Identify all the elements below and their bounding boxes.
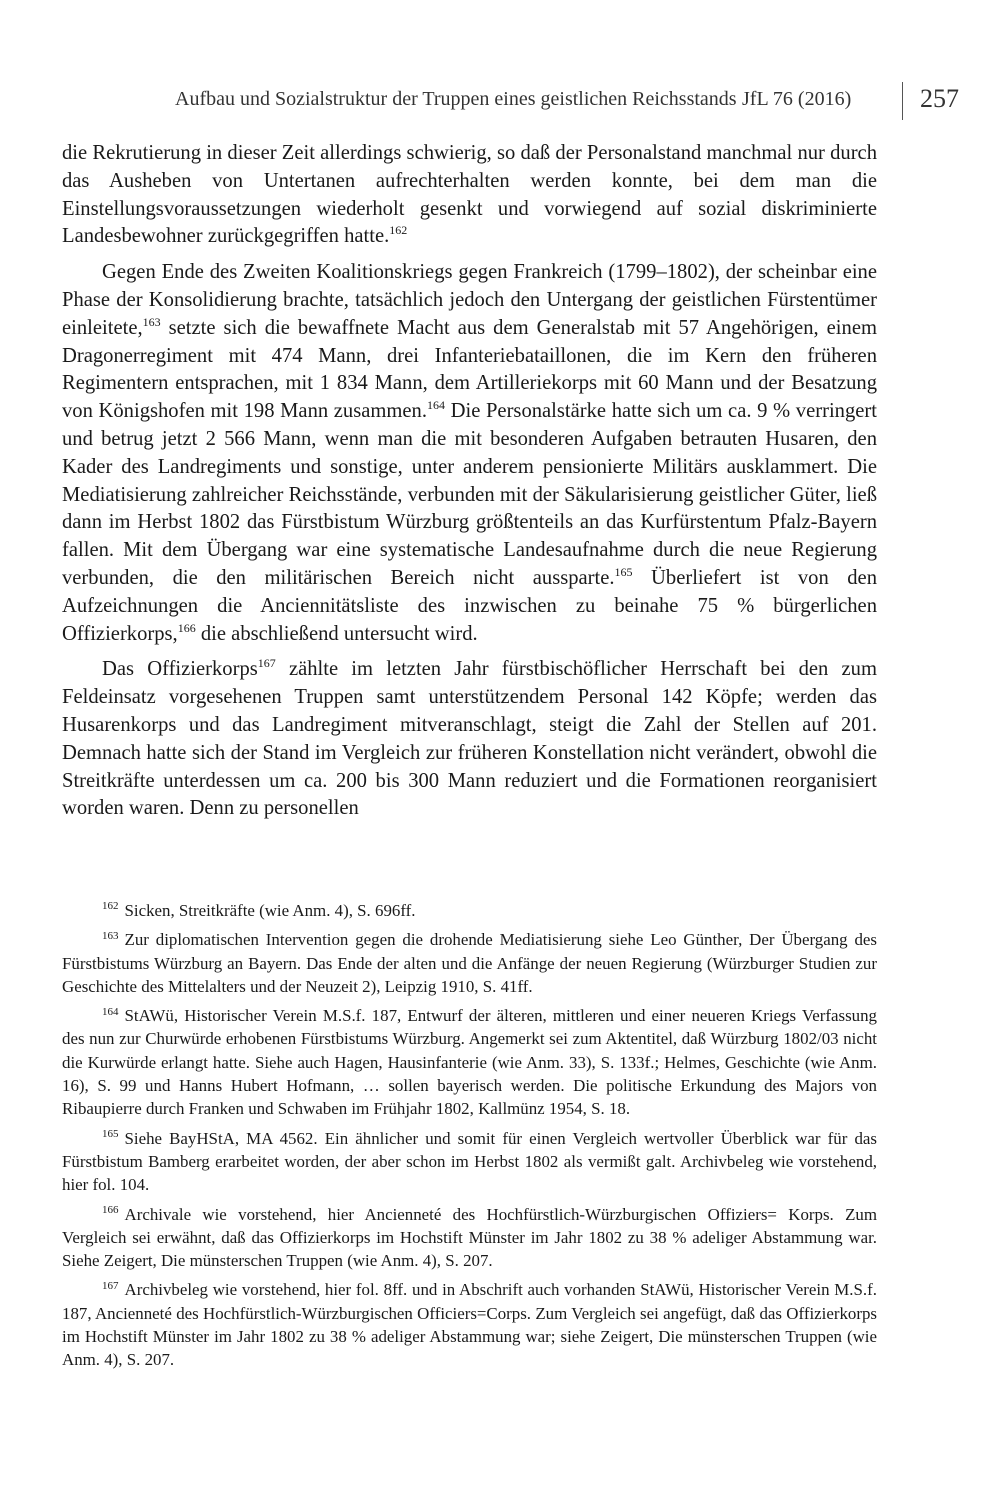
footnote [62,1004,877,1120]
footnote-ref[interactable]: 163 [142,314,161,329]
footnote-number: 165 [102,1128,119,1141]
footnote-ref[interactable]: 167 [257,656,276,671]
footnote-text: Archivale wie vorstehend, hier Ancienneté des Hochfürstlich-Würzburgischen Offiziers= Korps. Zum Vergleich sei erwähnt, daß das Offizierkorps im Hochstift Münster im Jahr 1802 zu 38 % adeliger Abstammung war. Siehe Zeigert, Die münsterschen Truppen (wie Anm. 4), S. 207. [62,1204,877,1271]
footnote [62,1203,877,1273]
paragraph-text: Die Personalstärke hatte sich um ca. 9 % verringert und betrug jetzt 2 566 Mann, wenn man die mit besonderen Aufgaben betrauten Husaren, den Kader des Landregiments und sonstige, unter anderem pensionierte Militärs ausklammert. Die Mediatisierung zahlreicher Reichsstände, verbunden mit der Säkularisierung geistlicher Güter, ließ dann im Herbst 1802 das Fürstbistum Würzburg größtenteils an das Kurfürstentum Pfalz-Bayern fallen. Mit dem Übergang war eine systematische Landesaufnahme durch die neue Regierung verbunden, die den militärischen Bereich nicht aussparte. [62,400,877,589]
footnote-number: 167 [102,1279,119,1292]
footnote-ref[interactable]: 164 [427,398,445,413]
footnote-ref[interactable]: 165 [614,565,633,580]
footnote-number: 166 [102,1203,119,1216]
footnote [62,899,877,922]
footnote [62,1278,877,1371]
footnote-text: Sicken, Streitkräfte (wie Anm. 4), S. 696ff. [124,901,416,920]
footnote-text: StAWü, Historischer Verein M.S.f. 187, Entwurf der älteren, mittleren und einer neueren Kriegs Verfassung des nun zur Churwürde erhobenen Fürstbistums Würzburg. Angemerkt sei zum Aktentitel, daß Würzburg 1802/03 nicht die Kurwürde erlangt hatte. Siehe auch Hagen, Hausinfanterie (wie Anm. 33), S. 133f.; Helmes, Geschichte (wie Anm. 16), S. 99 und Hanns Hubert Hofmann, … sollen bayerisch werden. Die politische Erkundung des Majors von Ribaupierre durch Franken und Schwaben im Frühjahr 1802, Kallmünz 1954, S. 18. [62,1006,877,1119]
paragraph-3 [62,656,877,823]
footnote [62,928,877,998]
footnote-number: 163 [102,929,119,942]
paragraph-2 [62,259,877,648]
paragraph-text: Gegen Ende des Zweiten Koalitionskriegs gegen Frankreich (1799–1802), der scheinbar eine Phase der Konsolidierung brachte, tatsächlich jedoch den Untergang der geistlichen Fürstentümer einleitete, [62,261,877,339]
paragraph-text: Überliefert ist von den Aufzeichnungen die Anciennitätsliste des inzwischen zu beinahe 75 % bürgerlichen Offizierkorps, [62,566,877,645]
footnote-text: Archivbeleg wie vorstehend, hier fol. 8ff. und in Abschrift auch vorhanden StAWü, Historischer Verein M.S.f. 187, Ancienneté des Hochfürstlich-Würzburgischen Officiers=Corps. Zum Vergleich sei angefügt, daß das Offizierkorps im Hochstift Münster im Jahr 1802 zu 38 % adeliger Abstammung war; siehe Zeigert, Die münsterschen Truppen (wie Anm. 4), S. 207. [62,1280,877,1370]
footnote [62,1127,877,1197]
journal-citation: JfL 76 (2016) [742,88,852,110]
footnote-ref[interactable]: 162 [389,223,408,238]
footnotes [62,899,877,1378]
paragraph-text: zählte im letzten Jahr fürstbischöflicher Herrschaft bei den zum Feldeinsatz vorgesehenen Truppen samt unterstützendem Personal 142 Köpfe; werden das Husarenkorps und das Landregiment mitveranschlagt, steigt die Zahl der Stellen auf 201. Demnach hatte sich der Stand im Vergleich zur früheren Konstellation nicht verändert, obwohl die Streitkräfte unterdessen um ca. 200 bis 300 Mann reduziert und die Formationen reorganisiert worden waren. Denn zu personellen [62,658,877,820]
footnote-text: Zur diplomatischen Intervention gegen die drohende Mediatisierung siehe Leo Günther, Der Übergang des Fürstbistums Würzburg an Bayern. Das Ende der alten und die Anfänge der neuen Regierung (Würzburger Studien zur Geschichte des Mittelalters und der Neuzeit 2), Leipzig 1910, S. 41ff. [62,930,877,996]
paragraph-text: die abschließend untersucht wird. [195,622,478,645]
footnote-text: Siehe BayHStA, MA 4562. Ein ähnlicher und somit für einen Vergleich wertvoller Überblick war für das Fürstbistum Bamberg erarbeitet worden, der aber schon im Herbst 1802 als vermißt galt. Archivbeleg wie vorstehend, hier fol. 104. [62,1128,877,1195]
footnote-number: 162 [102,900,119,913]
footnote-ref[interactable]: 166 [177,620,196,635]
paragraph-1 [62,140,877,251]
main-text [62,140,877,823]
page-number: 257 [920,84,959,113]
footnote-number: 164 [102,1005,119,1018]
paragraph-text: die Rekrutierung in dieser Zeit allerdings schwierig, so daß der Personalstand manchmal nur durch das Ausheben von Untertanen aufrechterhalten werden konnte, bei dem man die Einstellungsvoraussetzungen wiederholt gesenkt und vorwiegend auf sozial diskriminierte Landesbewohner zurückgegriffen hatte. [62,142,877,248]
running-title: Aufbau und Sozialstruktur der Truppen eines geistlichen Reichsstands [175,88,737,110]
paragraph-text: setzte sich die bewaffnete Macht aus dem Generalstab mit 57 Angehörigen, einem Dragonerregiment mit 474 Mann, drei Infanteriebataillonen, die im Kern den früheren Regimentern entsprachen, mit 1 834 Mann, dem Artilleriekorps mit 60 Mann und der Besatzung von Königshofen mit 198 Mann zusammen. [62,316,877,423]
header-divider [902,82,903,120]
paragraph-text: Das Offizierkorps [102,658,258,681]
